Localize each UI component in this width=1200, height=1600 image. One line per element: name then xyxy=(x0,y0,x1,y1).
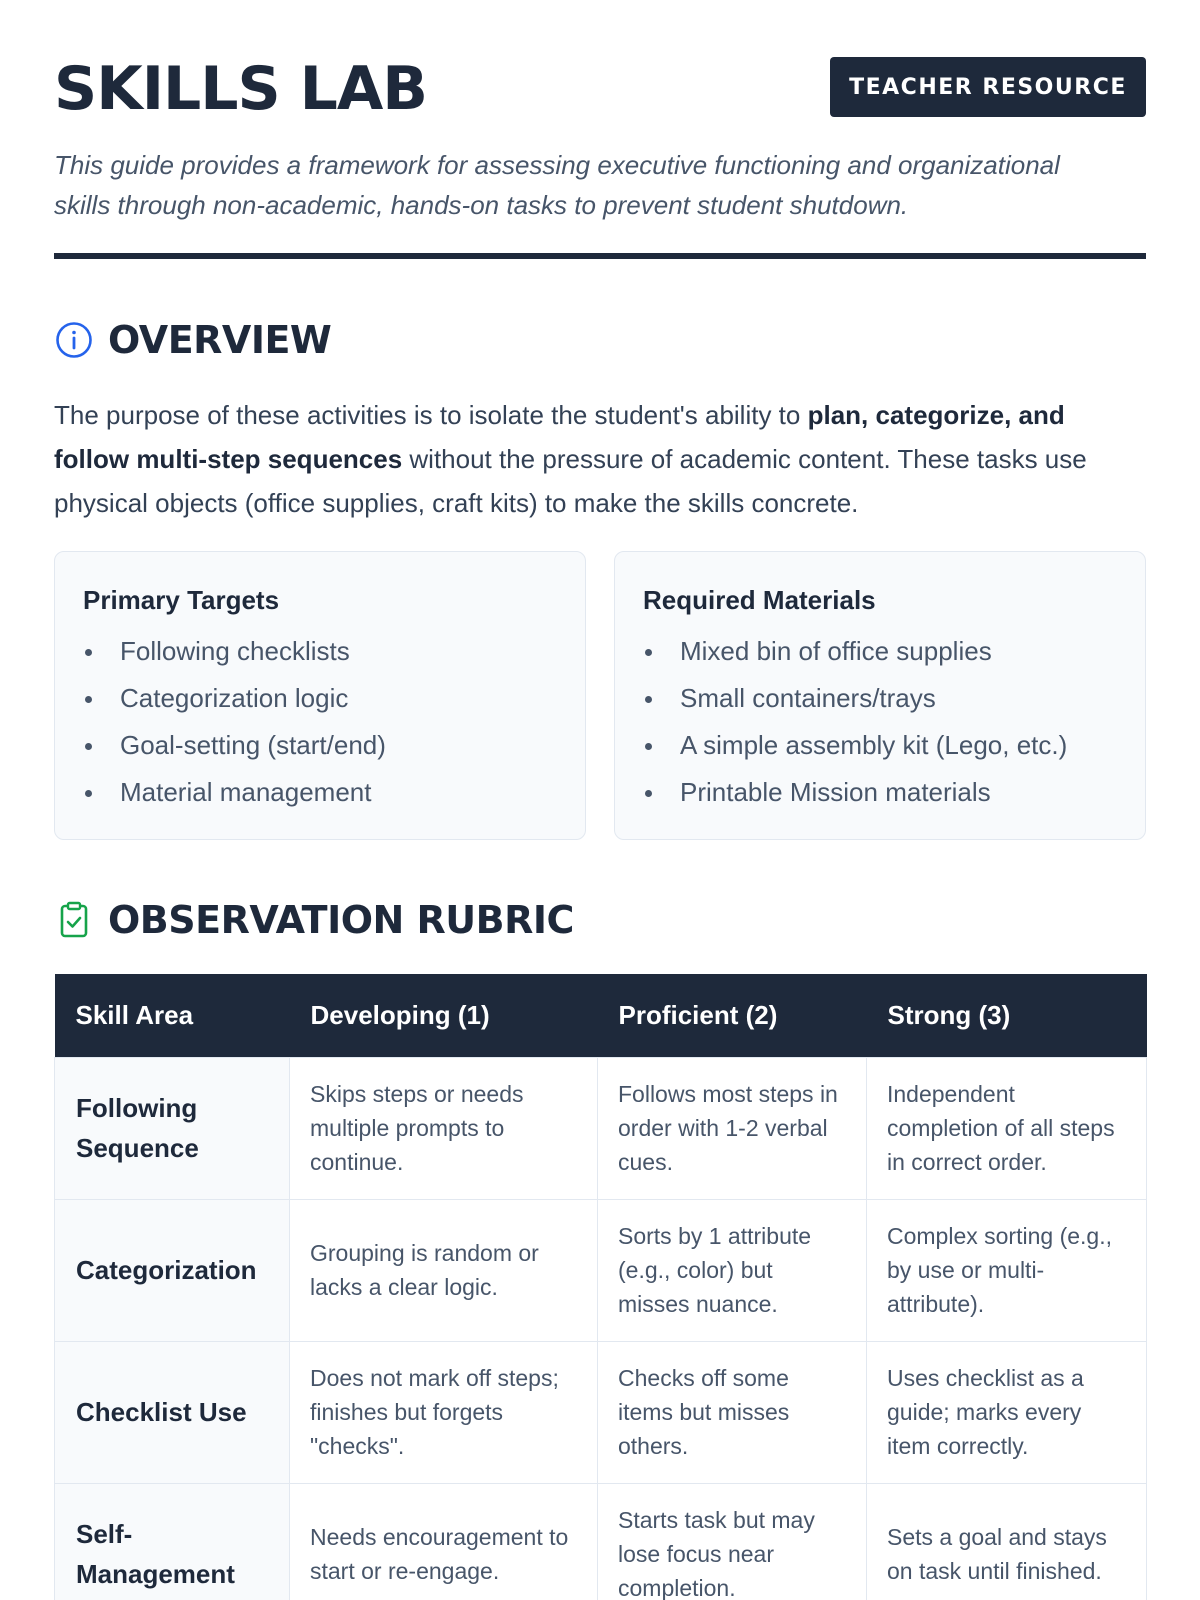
card-title: Primary Targets xyxy=(83,585,280,615)
strong-cell: Uses checklist as a guide; marks every item correctly. xyxy=(867,1341,1147,1483)
skill-area-cell: Categorization xyxy=(55,1199,290,1341)
developing-cell: Grouping is random or lacks a clear logic. xyxy=(290,1199,598,1341)
list-item: Printable Mission materials xyxy=(643,769,1117,816)
required-materials-card xyxy=(614,551,1146,840)
list-item: Goal-setting (start/end) xyxy=(83,722,557,769)
observation-rubric-table xyxy=(54,974,1147,1600)
developing-cell: Skips steps or needs multiple prompts to continue. xyxy=(290,1057,598,1199)
strong-cell: Independent completion of all steps in correct order. xyxy=(867,1057,1147,1199)
list-item: Following checklists xyxy=(83,628,557,675)
primary-targets-card xyxy=(54,551,586,840)
primary-targets-list xyxy=(83,628,557,816)
list-item: Small containers/trays xyxy=(643,675,1117,722)
overview-paragraph xyxy=(54,393,1146,525)
column-header: Strong (3) xyxy=(867,974,1147,1057)
info-icon xyxy=(54,320,94,360)
overview-text-end: without the pressure of academic content. These tasks use physical objects (office supplies, craft kits) to make the skills concrete. xyxy=(54,444,1087,518)
rubric-heading: OBSERVATION RUBRIC xyxy=(108,898,574,942)
developing-cell: Does not mark off steps; finishes but forgets "checks". xyxy=(290,1341,598,1483)
list-item: Mixed bin of office supplies xyxy=(643,628,1117,675)
page-title: SKILLS LAB xyxy=(54,54,427,124)
strong-cell: Complex sorting (e.g., by use or multi-attribute). xyxy=(867,1199,1147,1341)
list-item: Categorization logic xyxy=(83,675,557,722)
column-header: Skill Area xyxy=(55,974,290,1057)
clipboard-check-icon xyxy=(54,900,94,940)
document-page xyxy=(54,0,1146,1600)
list-item: Material management xyxy=(83,769,557,816)
rubric-section-header xyxy=(54,898,574,942)
teacher-resource-badge: TEACHER RESOURCE xyxy=(830,57,1146,117)
page-subtitle: This guide provides a framework for assessing executive functioning and organizational skills through non-academic, hands-on tasks to prevent student shutdown. xyxy=(54,150,1060,220)
table-row xyxy=(55,1483,1147,1600)
overview-heading: OVERVIEW xyxy=(108,318,332,362)
overview-section-header xyxy=(54,318,331,362)
list-item: A simple assembly kit (Lego, etc.) xyxy=(643,722,1117,769)
proficient-cell: Starts task but may lose focus near completion. xyxy=(598,1483,867,1600)
proficient-cell: Follows most steps in order with 1-2 verbal cues. xyxy=(598,1057,867,1199)
column-header: Developing (1) xyxy=(290,974,598,1057)
overview-text-emphasis: plan, categorize, and follow multi-step sequences xyxy=(54,400,1065,474)
column-header: Proficient (2) xyxy=(598,974,867,1057)
skill-area-cell: Checklist Use xyxy=(55,1341,290,1483)
header-divider xyxy=(54,253,1146,259)
developing-cell: Needs encouragement to start or re-engage. xyxy=(290,1483,598,1600)
table-row xyxy=(55,1341,1147,1483)
required-materials-list xyxy=(643,628,1117,816)
page-header xyxy=(54,0,1146,135)
card-title: Required Materials xyxy=(643,585,876,615)
skill-area-cell: Self-Management xyxy=(55,1483,290,1600)
strong-cell: Sets a goal and stays on task until finished. xyxy=(867,1483,1147,1600)
table-row xyxy=(55,1057,1147,1199)
table-row xyxy=(55,1199,1147,1341)
overview-text-start: The purpose of these activities is to isolate the student's ability to xyxy=(54,400,808,430)
proficient-cell: Sorts by 1 attribute (e.g., color) but misses nuance. xyxy=(598,1199,867,1341)
proficient-cell: Checks off some items but misses others. xyxy=(598,1341,867,1483)
table-header-row xyxy=(55,974,1147,1057)
skill-area-cell: Following Sequence xyxy=(55,1057,290,1199)
